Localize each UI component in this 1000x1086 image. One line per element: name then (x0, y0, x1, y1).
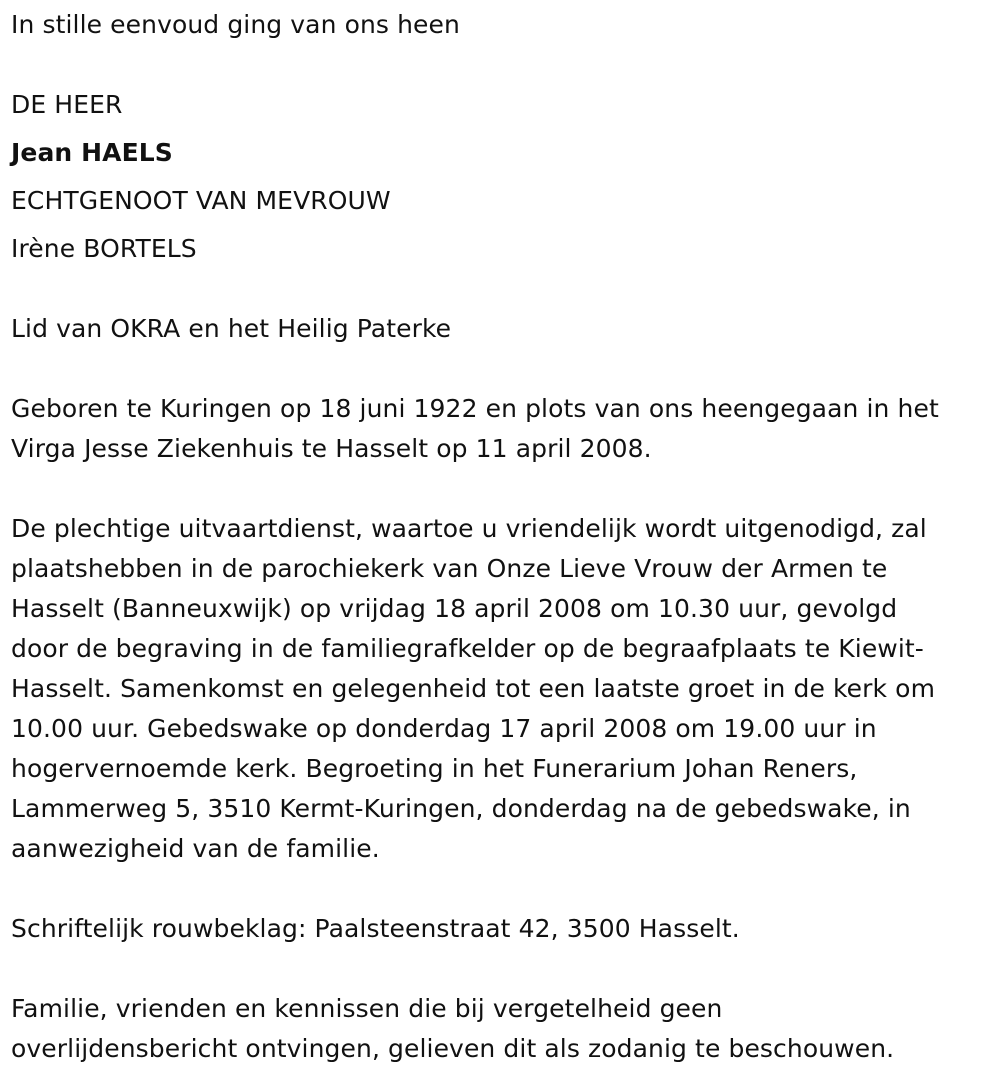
closing-paragraph (11, 989, 996, 1069)
spouse-prefix: ECHTGENOOT VAN MEVROUW (11, 186, 391, 215)
spacer (11, 357, 996, 389)
spacer (11, 53, 996, 85)
paragraph-line: Familie, vrienden en kennissen die bij vergetelheid geen (11, 994, 723, 1023)
paragraph-line: Hasselt. Samenkomst en gelegenheid tot een laatste groet in de kerk om (11, 674, 936, 703)
paragraph-line: De plechtige uitvaartdienst, waartoe u vriendelijk wordt uitgenodigd, zal (11, 514, 927, 543)
deceased-name: Jean HAELS (11, 138, 173, 167)
obituary-notice (11, 5, 996, 1069)
paragraph-line: aanwezigheid van de familie. (11, 834, 380, 863)
spacer (11, 277, 996, 309)
paragraph-line: Virga Jesse Ziekenhuis te Hasselt op 11 april 2008. (11, 434, 652, 463)
birth-death-paragraph (11, 389, 996, 469)
spacer (11, 869, 996, 909)
ceremony-paragraph (11, 509, 996, 869)
spacer (11, 949, 996, 989)
paragraph-line: Geboren te Kuringen op 18 juni 1922 en plots van ons heengegaan in het (11, 394, 939, 423)
paragraph-line: door de begraving in de familiegrafkelder op de begraafplaats te Kiewit- (11, 634, 924, 663)
paragraph-line: Hasselt (Banneuxwijk) op vrijdag 18 april 2008 om 10.30 uur, gevolgd (11, 594, 898, 623)
spouse-name: Irène BORTELS (11, 234, 197, 263)
condolence-line: Schriftelijk rouwbeklag: Paalsteenstraat 42, 3500 Hasselt. (11, 914, 740, 943)
title-prefix: DE HEER (11, 90, 123, 119)
membership-line: Lid van OKRA en het Heilig Paterke (11, 314, 452, 343)
opening-line: In stille eenvoud ging van ons heen (11, 10, 460, 39)
spacer (11, 469, 996, 509)
paragraph-line: plaatshebben in de parochiekerk van Onze Lieve Vrouw der Armen te (11, 554, 888, 583)
paragraph-line: Lammerweg 5, 3510 Kermt-Kuringen, donderdag na de gebedswake, in (11, 794, 911, 823)
paragraph-line: hogervernoemde kerk. Begroeting in het Funerarium Johan Reners, (11, 754, 858, 783)
paragraph-line: overlijdensbericht ontvingen, gelieven dit als zodanig te beschouwen. (11, 1034, 895, 1063)
paragraph-line: 10.00 uur. Gebedswake op donderdag 17 april 2008 om 19.00 uur in (11, 714, 877, 743)
